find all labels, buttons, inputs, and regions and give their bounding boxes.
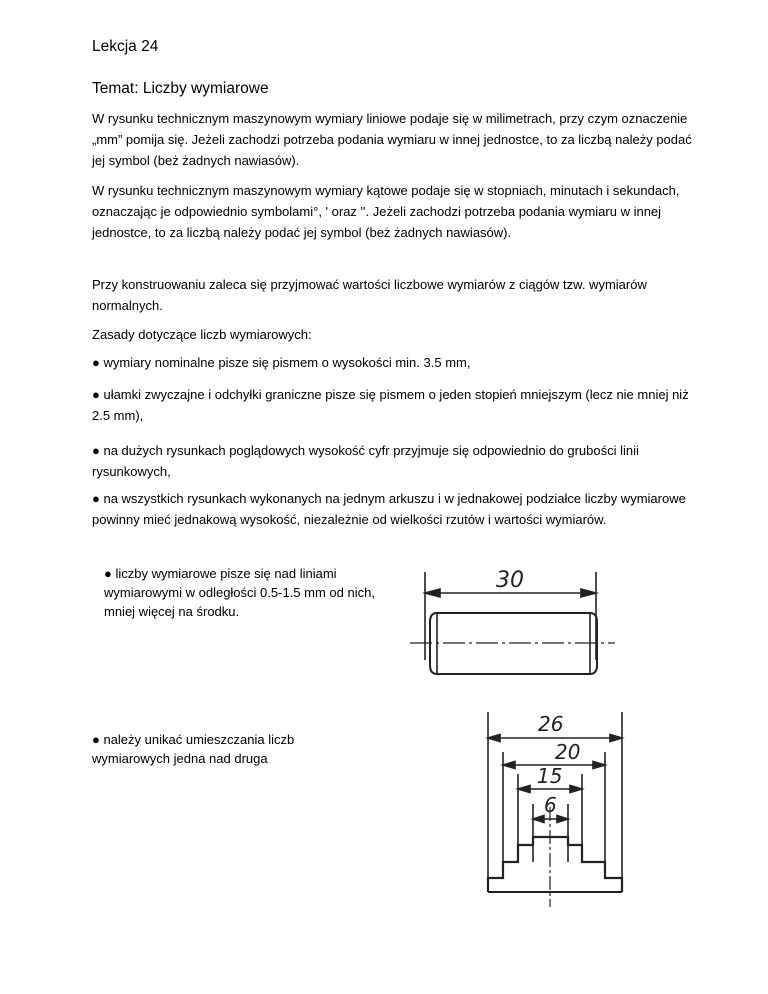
rule-large-drawings: ● na dużych rysunkach poglądowych wysokość cyfr przyjmuje się odpowiednio do grubości linii rysunkowych, [92,443,639,479]
figure-pin-dimension [400,560,630,685]
figure1-dimension-30: 30 [496,568,524,593]
rule-above-lines: ● liczby wymiarowe pisze się nad liniami wymiarowymi w odległości 0.5-1.5 mm od nich, mniej więcej na środku. [104,566,375,619]
paragraph-angular-dimensions: W rysunku technicznym maszynowym wymiary kątowe podaje się w stopniach, minutach i sekundach, oznaczając je odpowiednio symbolami°, ' oraz ''. Jeżeli zachodzi potrzeba podania wymiaru w innej jednostce, to za liczbą należy podać jej symbol (beż żadnych nawiasów). [92,183,680,240]
paragraph-rules-heading: Zasady dotyczące liczb wymiarowych: [92,327,312,342]
figure2-dimension-26: 26 [538,712,564,736]
figure-stacked-dimensions [480,712,645,912]
paragraph-normal-dimensions: Przy konstruowaniu zaleca się przyjmować wartości liczbowe wymiarów z ciągów tzw. wymiarów normalnych. [92,277,647,313]
rule-nominal-height: ● wymiary nominalne pisze się pismem o wysokości min. 3.5 mm, [92,355,471,370]
lesson-number: Lekcja 24 [92,38,159,55]
figure2-dimension-20: 20 [555,740,581,764]
lesson-topic: Temat: Liczby wymiarowe [92,80,269,97]
rule-same-height: ● na wszystkich rysunkach wykonanych na jednym arkuszu i w jednakowej podziałce liczby wymiarowe powinny mieć jednakową wysokość, niezależnie od wielkości rzutów i wartości wymiarów. [92,491,686,527]
figure2-dimension-15: 15 [537,764,563,788]
rule-fractions: ● ułamki zwyczajne i odchyłki graniczne pisze się pismem o jeden stopień mniejszym (lecz nie mniej niż 2.5 mm), [92,387,689,423]
rule-avoid-stacking: ● należy unikać umieszczania liczb wymiarowych jedna nad druga [92,732,295,766]
paragraph-linear-dimensions: W rysunku technicznym maszynowym wymiary liniowe podaje się w milimetrach, przy czym oznaczenie „mm” pomija się. Jeżeli zachodzi potrzeba podania wymiaru w innej jednostce, to za liczbą należy podać jej symbol (beż żadnych nawiasów). [92,111,692,168]
figure2-dimension-6: 6 [544,793,557,817]
